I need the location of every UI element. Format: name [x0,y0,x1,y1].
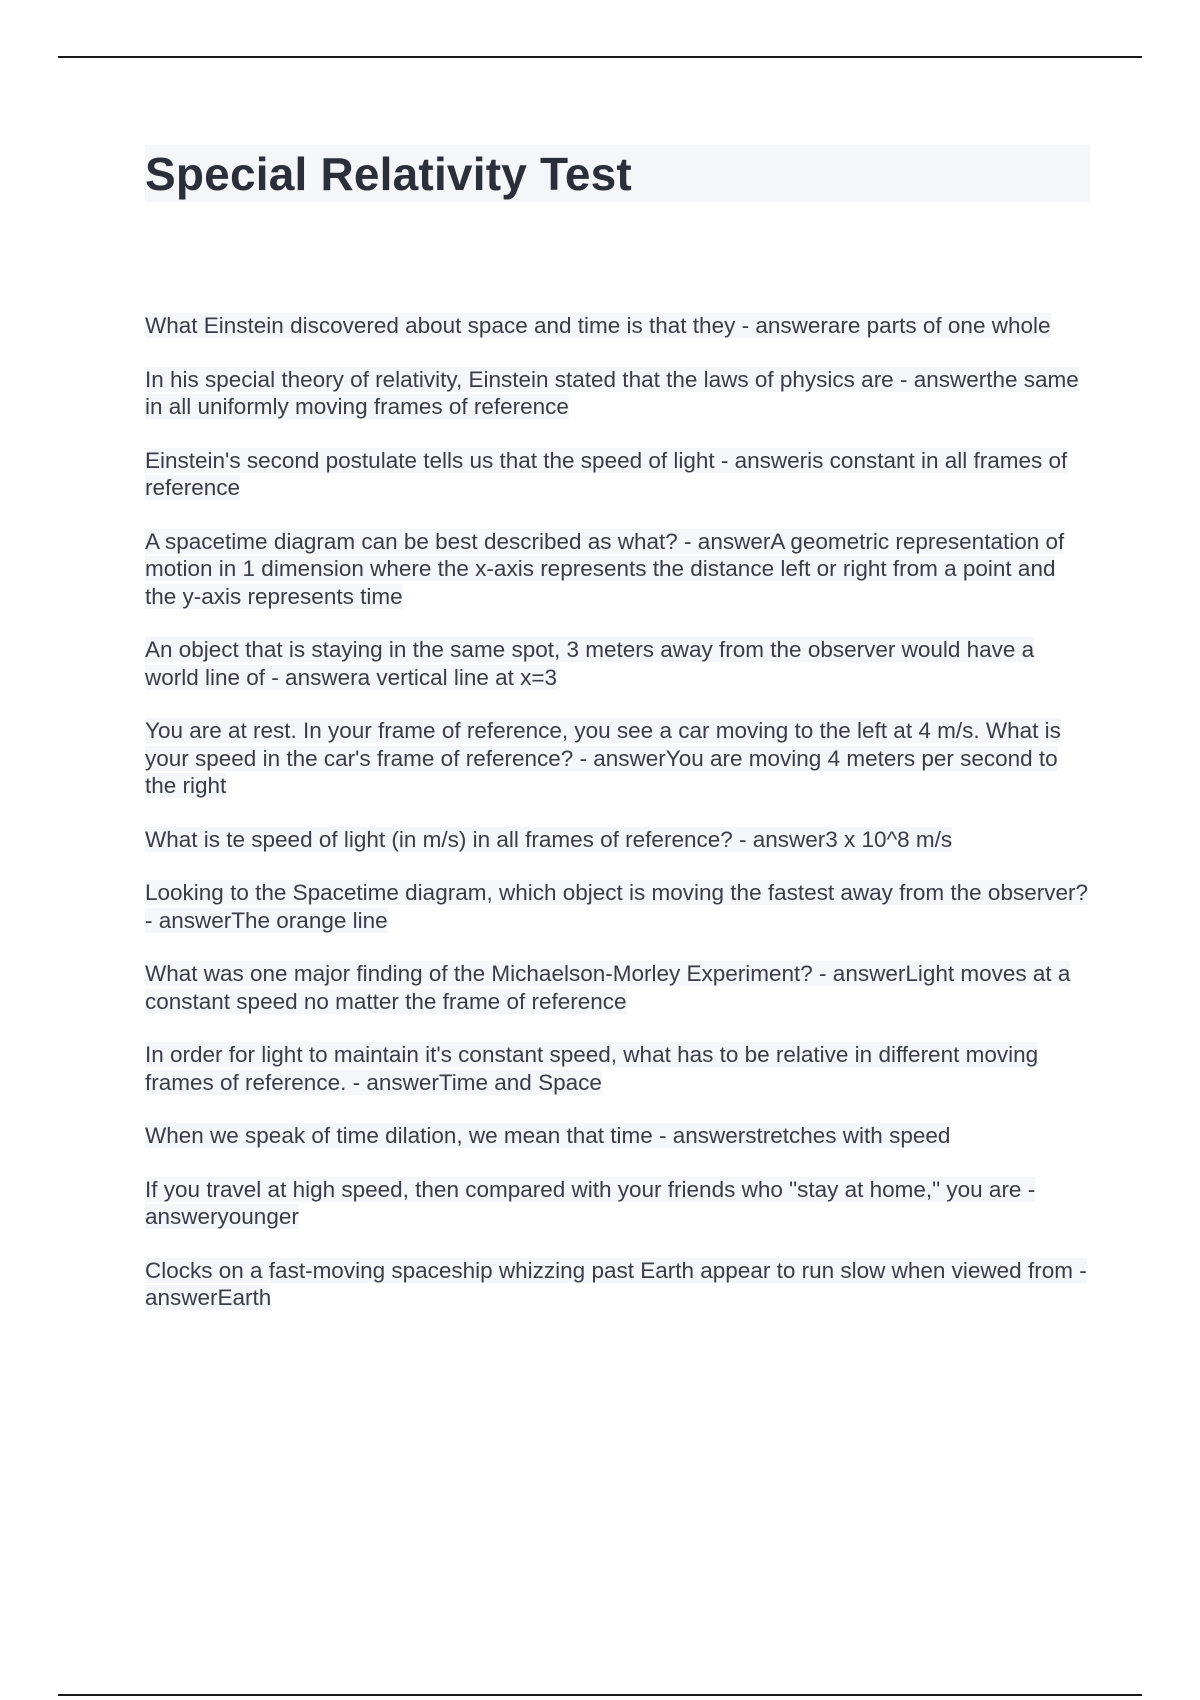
qa-text: If you travel at high speed, then compared with your friends who "stay at home," you are - answeryounger [145,1176,1036,1229]
page-title: Special Relativity Test [145,147,632,200]
qa-text: What was one major finding of the Michaelson-Morley Experiment? - answerLight moves at a constant speed no matter the frame of reference [145,961,1071,1014]
bottom-rule [58,1694,1142,1696]
qa-list [145,312,1090,1312]
qa-text: You are at rest. In your frame of reference, you see a car moving to the left at 4 m/s. What is your speed in the car's frame of reference? - answerYou are moving 4 meters per second to the right [145,718,1061,798]
qa-text: When we speak of time dilation, we mean that time - answerstretches with speed [145,1123,951,1148]
qa-item [145,366,1090,421]
qa-item [145,1122,1090,1150]
qa-item [145,447,1090,502]
qa-item [145,879,1090,934]
qa-text: In order for light to maintain it's constant speed, what has to be relative in different moving frames of reference. - answerTime and Space [145,1042,1039,1095]
qa-item [145,1041,1090,1096]
qa-text: What Einstein discovered about space and time is that they - answerare parts of one whole [145,313,1051,338]
qa-text: A spacetime diagram can be best described as what? - answerA geometric representation of motion in 1 dimension where the x-axis represents the distance left or right from a point and the y-axis represents time [145,528,1065,609]
qa-text: What is te speed of light (in m/s) in all frames of reference? - answer3 x 10^8 m/s [145,826,953,852]
qa-text: An object that is staying in the same spot, 3 meters away from the observer would have a world line of - answera vertical line at x=3 [145,637,1035,690]
qa-item [145,312,1090,340]
document-body [145,145,1090,1338]
qa-item [145,528,1090,611]
qa-item [145,960,1090,1015]
title-block [145,145,1090,202]
top-rule [58,56,1142,58]
qa-text: In his special theory of relativity, Einstein stated that the laws of physics are - answerthe same in all uniformly moving frames of reference [145,366,1079,419]
qa-item [145,636,1090,691]
qa-item [145,1176,1090,1231]
qa-item [145,717,1090,800]
qa-text: Clocks on a fast-moving spaceship whizzing past Earth appear to run slow when viewed from - answerEarth [145,1257,1087,1310]
qa-text: Looking to the Spacetime diagram, which object is moving the fastest away from the observer? - answerThe orange line [145,880,1088,933]
qa-text: Einstein's second postulate tells us that the speed of light - answeris constant in all frames of reference [145,447,1068,500]
qa-item [145,1257,1090,1312]
qa-item [145,826,1090,854]
